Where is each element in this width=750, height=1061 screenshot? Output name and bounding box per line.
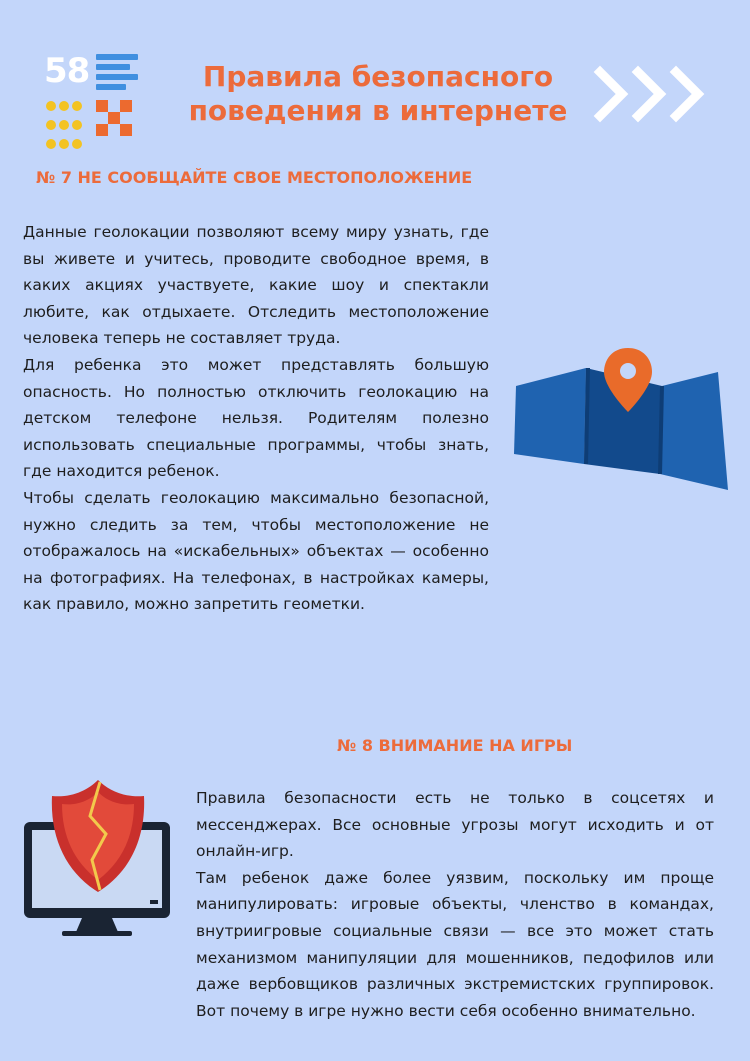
section-8-text <box>196 785 714 1024</box>
section-7-paragraph: Чтобы сделать геолокацию максимально безопасной, нужно следить за тем, чтобы местоположение не отображалось на «искабельных» объектах — особенно на фотографиях. На телефонах, в настройках камеры, как правило, можно запретить геометки. <box>23 488 489 614</box>
section-7-paragraph: Данные геолокации позволяют всему миру узнать, где вы живете и учитесь, проводите свободное время, в каких акциях участвуете, какие шоу и спектакли любите, как отдыхаете. Отследить местоположение человека теперь не составляет труда. <box>23 223 489 348</box>
page-title <box>178 60 578 128</box>
triple-chevron-right-icon <box>592 62 720 126</box>
title-line-2: поведения в интернете <box>188 94 568 127</box>
map-location-pin-icon <box>512 346 730 492</box>
section-7-text <box>23 219 489 618</box>
section-7-paragraph: Для ребенка это может представлять большую опасность. Но полностью отключить геолокацию на детском телефоне нельзя. Родителям полезно использовать специальные программы, чтобы знать, где находится ребенок. <box>23 355 489 481</box>
section-7-heading: № 7 НЕ СООБЩАЙТЕ СВОЕ МЕСТОПОЛОЖЕНИЕ <box>36 168 473 187</box>
section-8-heading: № 8 ВНИМАНИЕ НА ИГРЫ <box>337 736 573 755</box>
logo-number: 58 <box>44 51 90 91</box>
logo-checkers <box>96 100 138 142</box>
section-8-paragraph: Правила безопасности есть не только в соцсетях и мессенджерах. Все основные угрозы могут исходить и от онлайн-игр. <box>196 789 714 861</box>
logo-58-icon <box>44 52 142 144</box>
section-8-paragraph: Там ребенок даже более уязвим, поскольку им проще манипулировать: игровые объекты, членство в командах, внутриигровые социальные связи — все это может стать механизмом манипуляции для мошенников, педофилов или даже вербовщиков различных экстремистских группировок. Вот почему в игре нужно вести себя особенно внимательно. <box>196 868 714 1020</box>
title-line-1: Правила безопасного <box>202 60 554 93</box>
logo-dots <box>46 100 88 157</box>
logo-bars <box>96 54 142 94</box>
monitor-broken-shield-icon <box>22 776 172 936</box>
